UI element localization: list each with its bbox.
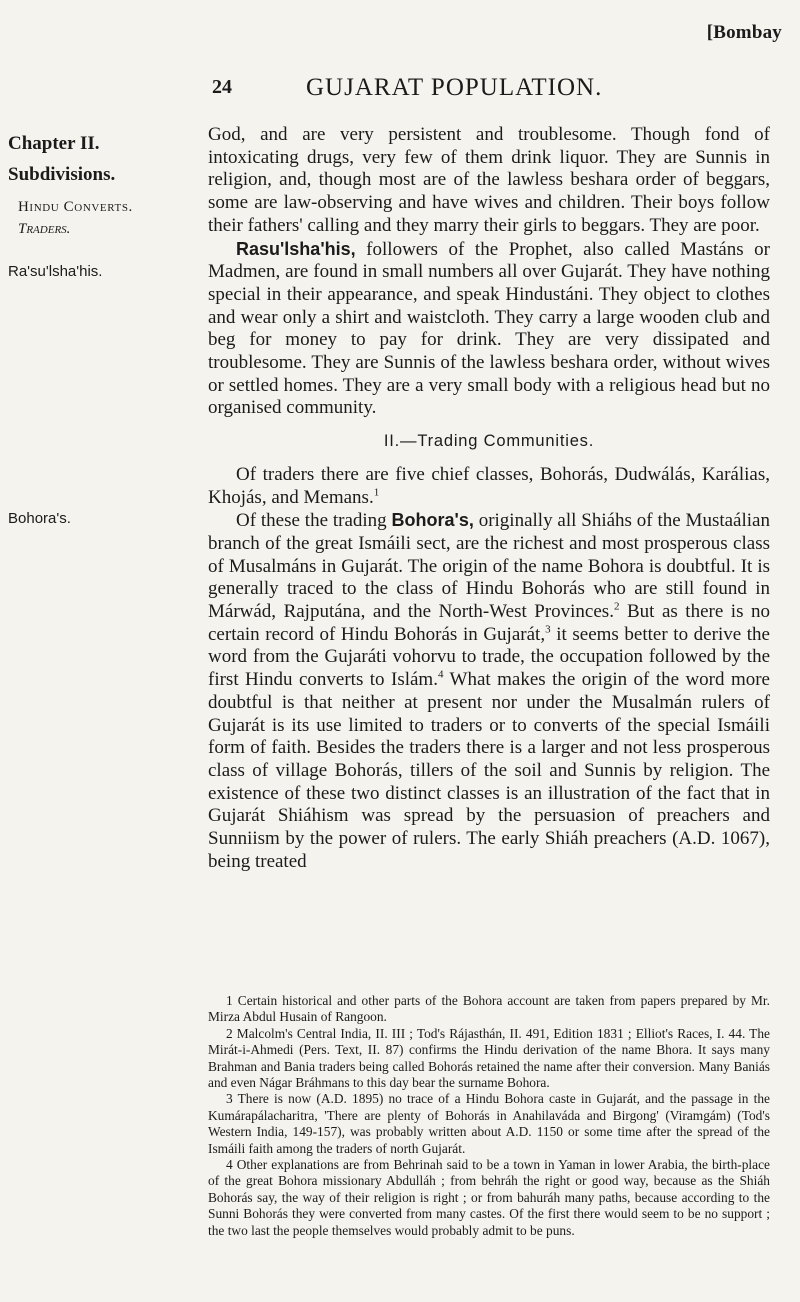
paragraph-beggars: God, and are very persistent and troublesome. Though fond of intoxicating drugs, very few of them drink liquor. They are Sunnis in religion, and, though most are of the lawless beshara order of beggars, some are law-observing and have wives and children. Their boys follow their fathers' calling and they marry their girls to beggars. They are poor. xyxy=(208,124,770,236)
footnote-4: 4 Other explanations are from Behrinah said to be a town in Yaman in lower Arabia, the birth-place of the great Bohora missionary Abdulláh ; from behráh the right or good way, because as the Shiáh Bohorás say, the way of their religion is right ; or from bahuráh many paths, because according to the Sunni Bohorás they were converted from many castes. Of the first there would seem to be no support ; the two last the people themselves would probably admit to be puns. xyxy=(208,1157,770,1238)
running-title: GUJARAT POPULATION. xyxy=(306,74,603,101)
page-number: 24 xyxy=(212,76,232,98)
footnote-ref-1[interactable]: 1 xyxy=(373,486,380,499)
subdivisions-sidenote: Subdivisions. xyxy=(8,164,116,185)
paragraph-traders xyxy=(208,464,770,509)
footnote-2: 2 Malcolm's Central India, II. III ; Tod's Rájasthán, II. 491, Edition 1831 ; Elliot's Races, I. 44. The Mirát-i-Ahmedi (Pers. Text, II. 87) confirms the Hindu derivation of the name Bhora. It says many Brahman and Bania traders being called Bohorás retained the name after their conversion. Many Baniás and even Nágar Bráhmans to this day bear the surname Bohora. xyxy=(208,1025,770,1091)
bohoras-sidenote: Bohora's. xyxy=(8,510,71,527)
rasulshahis-lead: Rasu'lsha'his, xyxy=(236,238,356,259)
bohoras-text-a: originally all Shiáhs of the Mustaálian branch of the great Ismáili sect, are the richest and most prosperous class of Musalmáns in Gujarát. The origin of the name Bohora is doubtful. It is generally traced to the class of Hindu Bohorás who are still found in Márwád, Rajputána, and the North-West Provinces. xyxy=(208,510,770,623)
bohoras-text-d: What makes the origin of the word more doubtful is that neither at present nor under the Musalmán rulers of Gujarát is its use limited to traders or to converts of the special Ismáili form of faith. Besides the traders there is a larger and not less prosperous class of village Bohorás, tillers of the soil and Sunnis by religion. The existence of these two distinct classes is an illustration of the fact that in Gujarát Shiáhism was spread by the persuasion of preachers and Sunniism by the power of rulers. The early Shiáh preachers (A.D. 1067), being treated xyxy=(208,669,770,872)
footnote-3: 3 There is now (A.D. 1895) no trace of a Hindu Bohora caste in Gujarát, and the passage in the Kumárapálacharitra, 'There are plenty of Bohorás in Anahilaváda and Birgong' (Viramgám) (Tod's Western India, 149-157), was probably written about A.D. 1150 or some time after the spread of the Ismáili faith among the traders of north Gujarát. xyxy=(208,1091,770,1156)
footnote-1: 1 Certain historical and other parts of the Bohora account are taken from papers prepared by Mr. Mirza Abdul Husain of Rangoon. xyxy=(208,993,770,1025)
bohoras-lead: Bohora's, xyxy=(391,510,474,531)
chapter-sidenote: Chapter II. xyxy=(8,133,100,154)
rasulshahis-text: followers of the Prophet, also called Mastáns or Madmen, are found in small numbers all over Gujarát. They have nothing special in their appearance, and speak Hindustáni. They object to clothes and wear only a shirt and waistcloth. They carry a large wooden club and beg for money to pay for drink. They are very dissipated and troublesome. They are Sunnis of the lawless beshara order, without wives or settled homes. They are a very small body with a religious head but no organised community. xyxy=(208,238,770,419)
main-text xyxy=(208,124,770,874)
region-label: [Bombay xyxy=(706,22,782,43)
traders-text: Of traders there are five chief classes, Bohorás, Dudwálás, Karálias, Khojás, and Memans. xyxy=(208,463,770,508)
footnote-ref-2[interactable]: 2 xyxy=(613,600,620,613)
footnote-ref-4[interactable]: 4 xyxy=(437,668,444,681)
traders-sidenote: Traders. xyxy=(18,221,71,237)
paragraph-rasulshahis xyxy=(208,238,770,421)
paragraph-bohoras xyxy=(208,509,770,873)
hindu-converts-sidenote: Hindu Converts. xyxy=(18,199,133,215)
bohoras-text-b: But as there is no certain record of Hindu Bohorás in Gujarát, xyxy=(208,601,770,645)
footnote-ref-3[interactable]: 3 xyxy=(545,623,551,636)
footnotes xyxy=(208,993,770,1239)
bohoras-text-c: it seems better to derive the word from the Gujaráti vohorvu to trade, the occupation followed by the first Hindu converts to Islám. xyxy=(208,623,770,691)
bohoras-pre: Of these the trading xyxy=(236,510,392,532)
rasulshahis-sidenote: Ra'su'lsha'his. xyxy=(8,263,103,280)
section-heading: II.—Trading Communities. xyxy=(383,432,595,451)
